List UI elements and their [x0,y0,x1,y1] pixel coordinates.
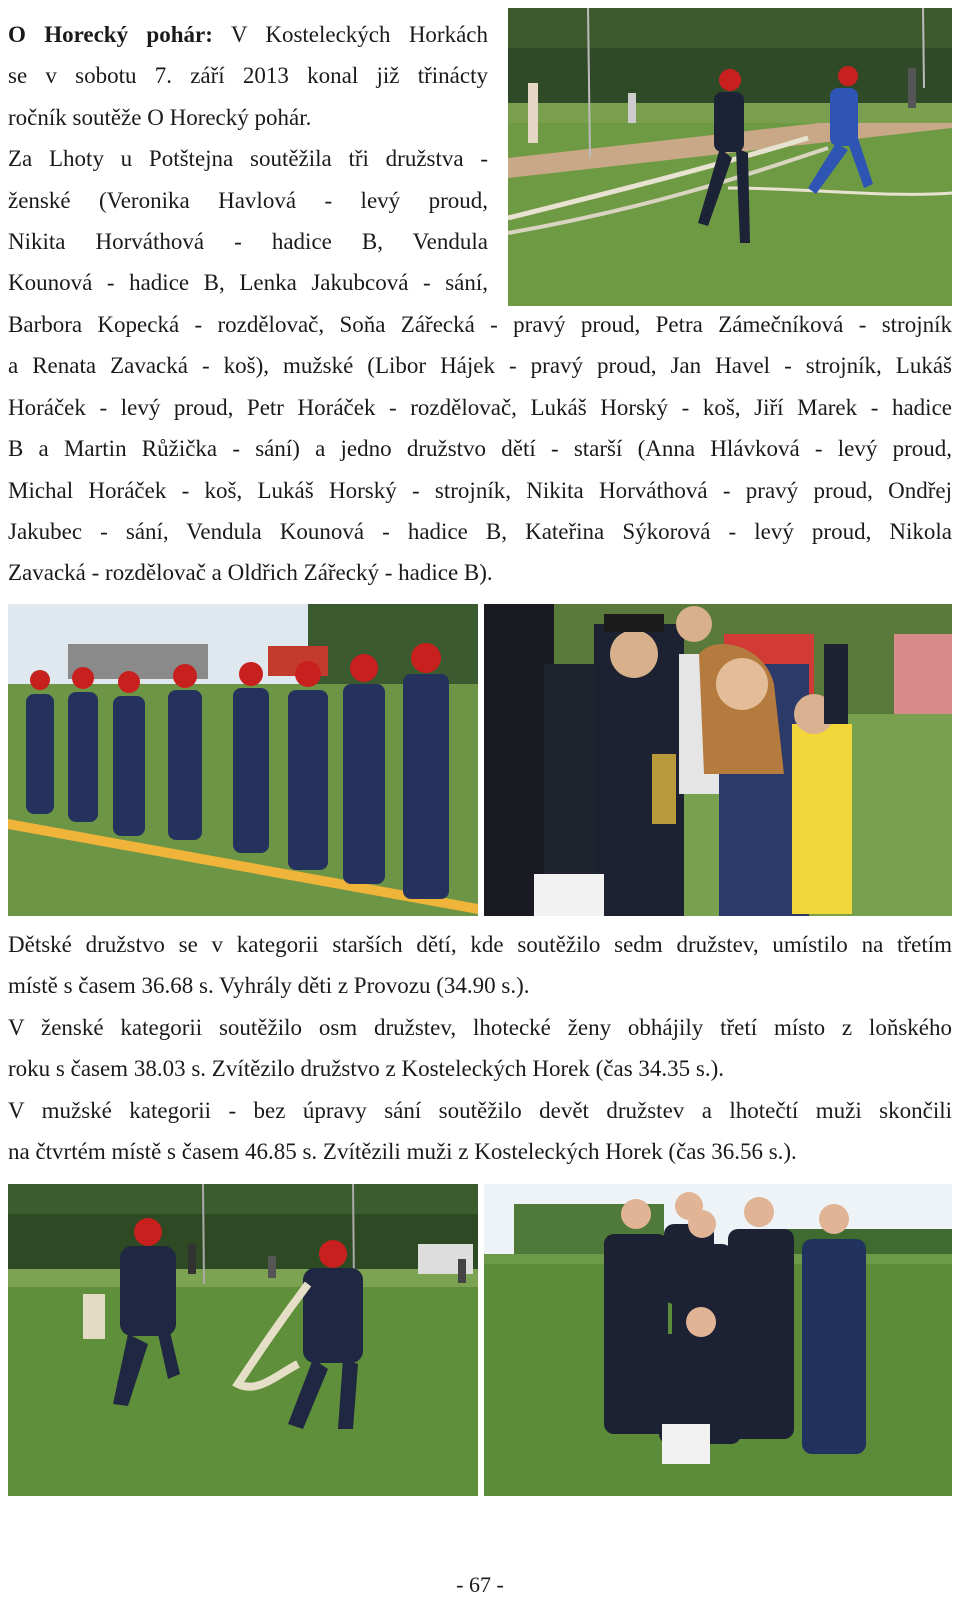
results-line: na čtvrtém místě s časem 46.85 s. Zvítězili muži z Kosteleckých Horek (čas 36.56 s.). [8,1139,797,1165]
article-heading: O Horecký pohár: [8,22,213,47]
article-intro [8,14,488,304]
photo-women-running-hoses [508,8,952,306]
intro-line: Nikita Horváthová - hadice B, Vendula [8,229,488,255]
body-line: Zavacká - rozdělovač a Oldřich Zářecký - hadice B). [8,560,493,586]
article-results [8,924,952,1172]
intro-line: V Kosteleckých Horkách [230,22,489,47]
body-line: a Renata Zavacká - koš), mužské (Libor Hájek - pravý proud, Jan Havel - strojník, Lukáš [8,353,952,379]
results-line: V ženské kategorii soutěžilo osm družstev, lhotecké ženy obhájily třetí místo z loňského [8,1014,952,1040]
body-line: Jakubec - sání, Vendula Kounová - hadice B, Kateřina Sýkorová - levý proud, Nikola [8,519,952,545]
body-line: Horáček - levý proud, Petr Horáček - rozdělovač, Lukáš Horský - koš, Jiří Marek - hadice [8,394,952,420]
body-line: Barbora Kopecká - rozdělovač, Soňa Zářecká - pravý proud, Petra Zámečníková - strojník [8,312,952,337]
photo-award-ceremony [484,604,952,916]
intro-line: Kounová - hadice B, Lenka Jakubcová - sání, [8,270,488,296]
results-line: místě s časem 36.68 s. Vyhrály děti z Provozu (34.90 s.). [8,973,530,999]
photo-men-running-hoses [8,1184,478,1496]
body-line: Michal Horáček - koš, Lukáš Horský - strojník, Nikita Horváthová - pravý proud, Ondřej [8,477,952,503]
photo-children-team-lineup [8,604,478,916]
photo-men-team-group [484,1184,952,1496]
intro-line: Za Lhoty u Potštejna soutěžila tři družstva - [8,146,488,172]
article-team-list [8,304,952,594]
results-line: Dětské družstvo se v kategorii starších dětí, kde soutěžilo sedm družstev, umístilo na třetím [8,932,952,957]
results-line: roku s časem 38.03 s. Zvítězilo družstvo z Kosteleckých Horek (čas 34.35 s.). [8,1056,725,1082]
intro-line: ženské (Veronika Havlová - levý proud, [8,187,488,213]
intro-line: se v sobotu 7. září 2013 konal již třinácty [8,63,488,89]
body-line: B a Martin Růžička - sání) a jedno družstvo dětí - starší (Anna Hlávková - levý proud, [8,436,952,462]
page-number: - 67 - [456,1572,504,1597]
results-line: V mužské kategorii - bez úpravy sání soutěžilo devět družstev a lhotečtí muži skončili [8,1097,952,1123]
intro-line: ročník soutěže O Horecký pohár. [8,104,312,130]
